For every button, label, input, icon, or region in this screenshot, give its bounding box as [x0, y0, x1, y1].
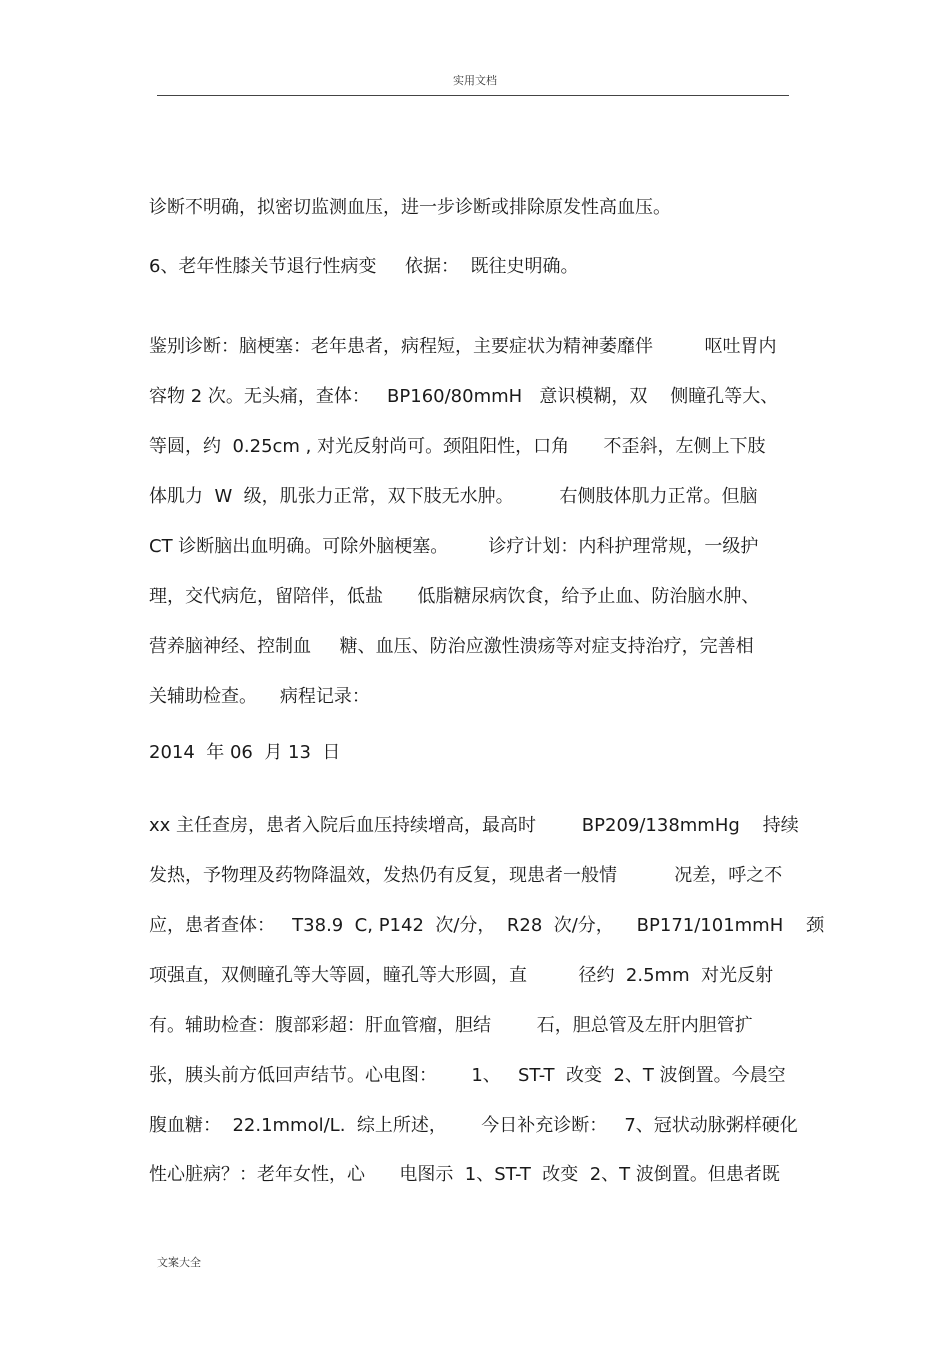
text-line: 营养脑神经、控制血 糖、血压、防治应激性溃疡等对症支持治疗，完善相: [149, 636, 754, 657]
text-line: xx 主任查房，患者入院后血压持续增高，最高时 BP209/138mmHg 持续: [149, 815, 799, 836]
date-line: 2014 年 06 月 13 日: [149, 742, 341, 763]
text-line: 张，胰头前方低回声结节。心电图： 1、 ST-T 改变 2、T 波倒置。今晨空: [149, 1065, 786, 1086]
text-line: 诊断不明确，拟密切监测血压，进一步诊断或排除原发性高血压。: [149, 197, 671, 218]
text-line: 项强直，双侧瞳孔等大等圆，瞳孔等大形圆，直 径约 2.5mm 对光反射: [149, 965, 774, 986]
text-line: 发热，予物理及药物降温效，发热仍有反复，现患者一般情 况差，呼之不: [149, 865, 783, 886]
text-line: 腹血糖： 22.1mmol/L. 综上所述， 今日补充诊断： 7、冠状动脉粥样硬化: [149, 1115, 798, 1136]
page-footer: 文案大全: [157, 1256, 201, 1269]
text-line: 性心脏病？：老年女性，心 电图示 1、ST-T 改变 2、T 波倒置。但患者既: [149, 1164, 780, 1185]
text-line: CT 诊断脑出血明确。可除外脑梗塞。 诊疗计划：内科护理常规，一级护: [149, 536, 759, 557]
text-line: 应，患者查体： T38.9 C, P142 次/分， R28 次/分， BP171/101mmH 颈: [149, 915, 825, 936]
text-line: 等圆，约 0.25cm , 对光反射尚可。颈阻阳性，口角 不歪斜，左侧上下肢: [149, 436, 766, 457]
page-header: 实用文档: [453, 74, 497, 87]
text-line: 关辅助检查。 病程记录：: [149, 686, 370, 707]
text-line: 容物 2 次。无头痛，查体： BP160/80mmH 意识模糊，双 侧瞳孔等大、: [149, 386, 779, 407]
text-line: 理，交代病危，留陪伴，低盐 低脂糖尿病饮食，给予止血、防治脑水肿、: [149, 586, 760, 607]
text-line: 鉴别诊断：脑梗塞：老年患者，病程短，主要症状为精神萎靡伴 呕吐胃内: [149, 336, 777, 357]
text-line: 6、老年性膝关节退行性病变 依据： 既往史明确。: [149, 256, 579, 277]
text-line: 有。辅助检查：腹部彩超：肝血管瘤，胆结 石，胆总管及左肝内胆管扩: [149, 1015, 753, 1036]
text-line: 体肌力 W 级，肌张力正常，双下肢无水肿。 右侧肢体肌力正常。但脑: [149, 486, 758, 507]
header-divider: [157, 95, 789, 96]
